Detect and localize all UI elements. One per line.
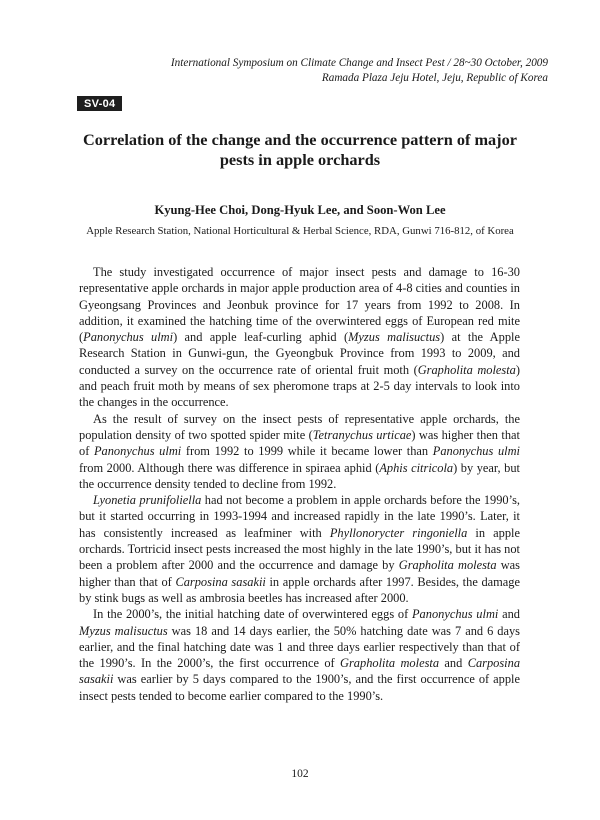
text-run: in apple orchards. Tortricid insect pests increased the most highly in the late 1990’s, but it has not been a problem after 2000 and the occurrence and damage by: [79, 525, 520, 573]
text-run: As the result of survey on the insect pests of representative apple orchards, the population density of two spotted spider mite (: [79, 411, 520, 442]
affiliation: Apple Research Station, National Horticultural & Herbal Science, RDA, Gunwi 716-812, of Korea: [86, 225, 514, 237]
species-name: Panonychus ulmi: [432, 444, 520, 459]
species-name: Carposina sasakii: [175, 574, 266, 589]
species-name: Tetranychus urticae: [312, 427, 412, 442]
text-run: ) and peach fruit moth by means of sex pheromone traps at 2-5 day intervals to look into the changes in the occurrence.: [79, 362, 520, 410]
species-name: Grapholita molesta: [398, 558, 497, 573]
session-badge: SV-04: [77, 96, 122, 111]
species-name: Aphis citricola: [379, 460, 454, 475]
text-run: and: [439, 656, 468, 671]
header-line-1: International Symposium on Climate Change and Insect Pest / 28~30 October, 2009: [170, 57, 548, 69]
text-run: was higher than that of: [79, 558, 520, 589]
text-run: in apple orchards after 1997. Besides, the damage by stink bugs as well as ambrosia beetles has increased after 2000.: [79, 574, 520, 605]
abstract-paragraph: [79, 606, 520, 704]
text-run: ) by year, but the occurrence density tended to decline from 1992.: [79, 460, 520, 491]
title-line-1: Correlation of the change and the occurrence pattern of major: [83, 130, 517, 149]
authors: Kyung-Hee Choi, Dong-Hyuk Lee, and Soon-Won Lee: [154, 203, 446, 217]
title-line-2: pests in apple orchards: [219, 149, 381, 169]
species-name: Grapholita molesta: [340, 656, 440, 671]
text-run: was earlier by 5 days compared to the 1900’s, and the first occurrence of apple insect pests tended to become earlier compared to the 1990’s.: [79, 672, 520, 703]
header-line-2: Ramada Plaza Jeju Hotel, Jeju, Republic of Korea: [321, 71, 548, 84]
text-run: from 1992 to 1999 while it became lower than: [181, 444, 433, 459]
text-run: from 2000. Although there was difference in spiraea aphid (: [79, 460, 380, 475]
species-name: Myzus malisuctus: [348, 330, 441, 345]
text-run: was 18 and 14 days earlier, the 50% hatching date was 7 and 6 days earlier, and the final hatching date was 1 and three days earlier respectively than that of the 1990’s. In the 2000’s, the first occurrence of: [79, 623, 520, 671]
page-number: 102: [291, 768, 309, 780]
text-run: had not become a problem in apple orchards before the 1990’s, but it started occurring in 1993-1994 and increased rapidly in the late 1990’s. Later, it has consistently increased as leafminer with: [79, 493, 520, 540]
species-name: Panonychus ulmi: [411, 607, 499, 622]
conference-header: [171, 56, 548, 85]
text-run: ) was higher then that of: [79, 427, 520, 459]
abstract-paragraph: [79, 492, 520, 606]
species-name: Myzus malisuctus: [79, 623, 168, 638]
text-run: The study investigated occurrence of major insect pests and damage to 16-30 representative apple orchards in major apple production area of 4-8 cities and counties in Gyeongsang Provinces and Jeonbuk province for 17 years from 1992 to 2008. In addition, it examined the hatching time of the overwintered eggs of European red mite (: [79, 265, 520, 345]
species-name: Grapholita molesta: [417, 362, 516, 377]
paper-title: [70, 130, 530, 169]
text-run: In the 2000’s, the initial hatching date of overwintered eggs of: [93, 607, 412, 622]
text-run: and: [498, 607, 520, 622]
species-name: Carposina sasakii: [79, 656, 521, 687]
species-name: Lyonetia prunifoliella: [93, 493, 202, 508]
abstract-paragraph: [79, 264, 520, 411]
abstract-paragraph: [79, 411, 520, 492]
text-run: ) at the Apple Research Station in Gunwi-gun, the Gyeongbuk Province from 1993 to 2009, and conducted a survey on the occurrence rate of oriental fruit moth (: [79, 330, 520, 377]
text-run: ) and apple leaf-curling aphid (: [173, 330, 349, 345]
abstract-body: [79, 264, 520, 704]
species-name: Panonychus ulmi: [93, 444, 182, 459]
species-name: Panonychus ulmi: [83, 330, 174, 345]
species-name: Phyllonorycter ringoniella: [329, 525, 468, 540]
